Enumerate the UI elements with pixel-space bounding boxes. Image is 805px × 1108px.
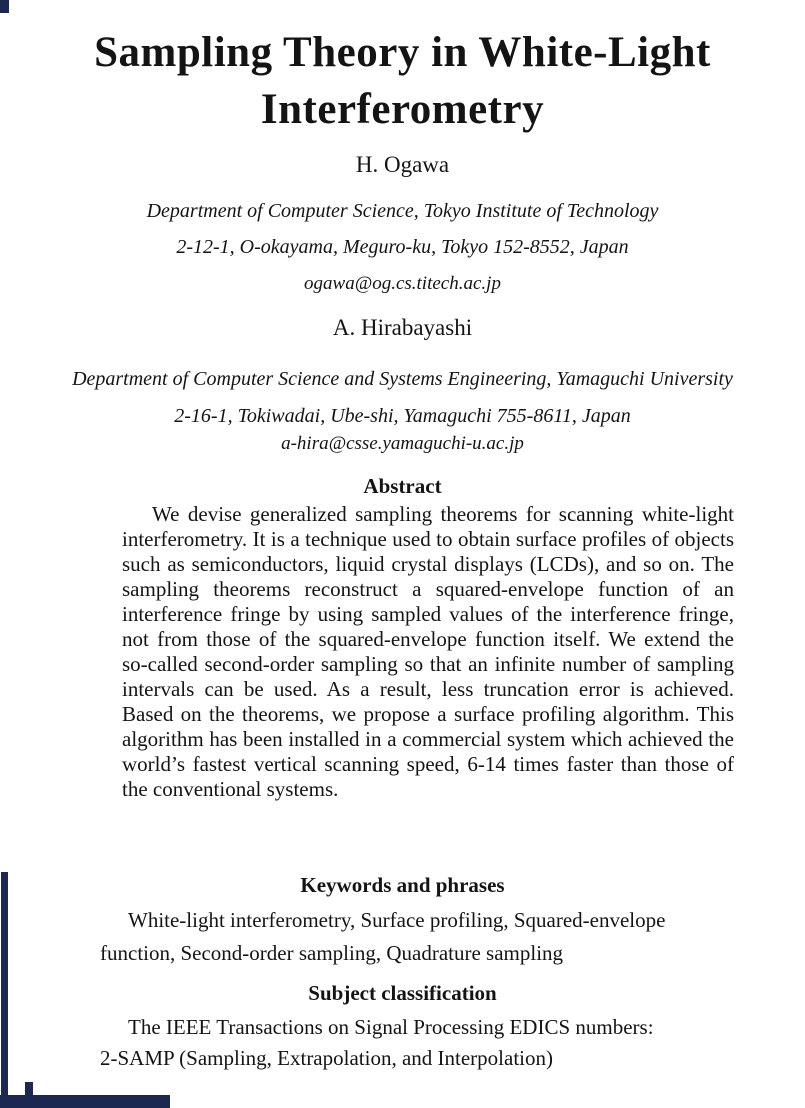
author-name-second: A. Hirabayashi xyxy=(332,315,473,340)
subject-classification-text xyxy=(0,1012,805,1074)
author-address-second: 2-16-1, Tokiwadai, Ube-shi, Yamaguchi 755-8611, Japan xyxy=(174,405,631,427)
keywords-heading: Keywords and phrases xyxy=(300,873,505,897)
abstract-heading: Abstract xyxy=(363,474,442,498)
scan-artifact-bottom-stub xyxy=(25,1082,33,1097)
paper-title-line-1: Sampling Theory in White-Light xyxy=(94,29,711,76)
keywords-text xyxy=(0,904,805,970)
subject-classification-line-1: The IEEE Transactions on Signal Processing EDICS numbers: xyxy=(128,1015,654,1039)
subject-classification-line-2: 2-SAMP (Sampling, Extrapolation, and Interpolation) xyxy=(100,1046,553,1070)
paper-title xyxy=(0,0,805,138)
author-block-second xyxy=(0,315,805,455)
subject-classification-heading: Subject classification xyxy=(308,981,497,1005)
keywords-line-2: function, Second-order sampling, Quadrature sampling xyxy=(100,941,564,965)
author-block-first xyxy=(0,152,805,295)
keywords-section xyxy=(0,872,805,970)
scan-artifact-top-left xyxy=(0,0,9,13)
author-name-first: H. Ogawa xyxy=(355,152,450,177)
scan-artifact-left-edge xyxy=(1,872,8,1108)
author-affiliation-first: Department of Computer Science, Tokyo Institute of Technology xyxy=(146,200,659,222)
author-email-second: a-hira@csse.yamaguchi-u.ac.jp xyxy=(281,433,524,454)
abstract-text: We devise generalized sampling theorems for scanning white-light interferometry. It is a technique used to obtain surface profiles of objects such as semiconductors, liquid crystal displays (LCDs), and so on. The sampling theorems reconstruct a squared-envelope function of an interference fringe by using sampled values of the interference fringe, not from those of the squared-envelope function itself. We extend the so-called second-order sampling so that an infinite number of sampling intervals can be used. As a result, less truncation error is achieved. Based on the theorems, we propose a surface profiling algorithm. This algorithm has been installed in a commercial system which achieved the world’s fastest vertical scanning speed, 6-14 times faster than those of the conventional systems. xyxy=(122,502,734,801)
abstract-section xyxy=(0,473,805,830)
author-affiliation-second: Department of Computer Science and Systems Engineering, Yamaguchi University xyxy=(72,368,733,390)
subject-classification-section xyxy=(0,980,805,1074)
paper-title-line-2: Interferometry xyxy=(260,86,545,133)
author-address-first: 2-12-1, O-okayama, Meguro-ku, Tokyo 152-8552, Japan xyxy=(176,236,629,258)
keywords-line-1: White-light interferometry, Surface profiling, Squared-envelope xyxy=(128,908,666,932)
author-email-first: ogawa@og.cs.titech.ac.jp xyxy=(304,273,501,294)
